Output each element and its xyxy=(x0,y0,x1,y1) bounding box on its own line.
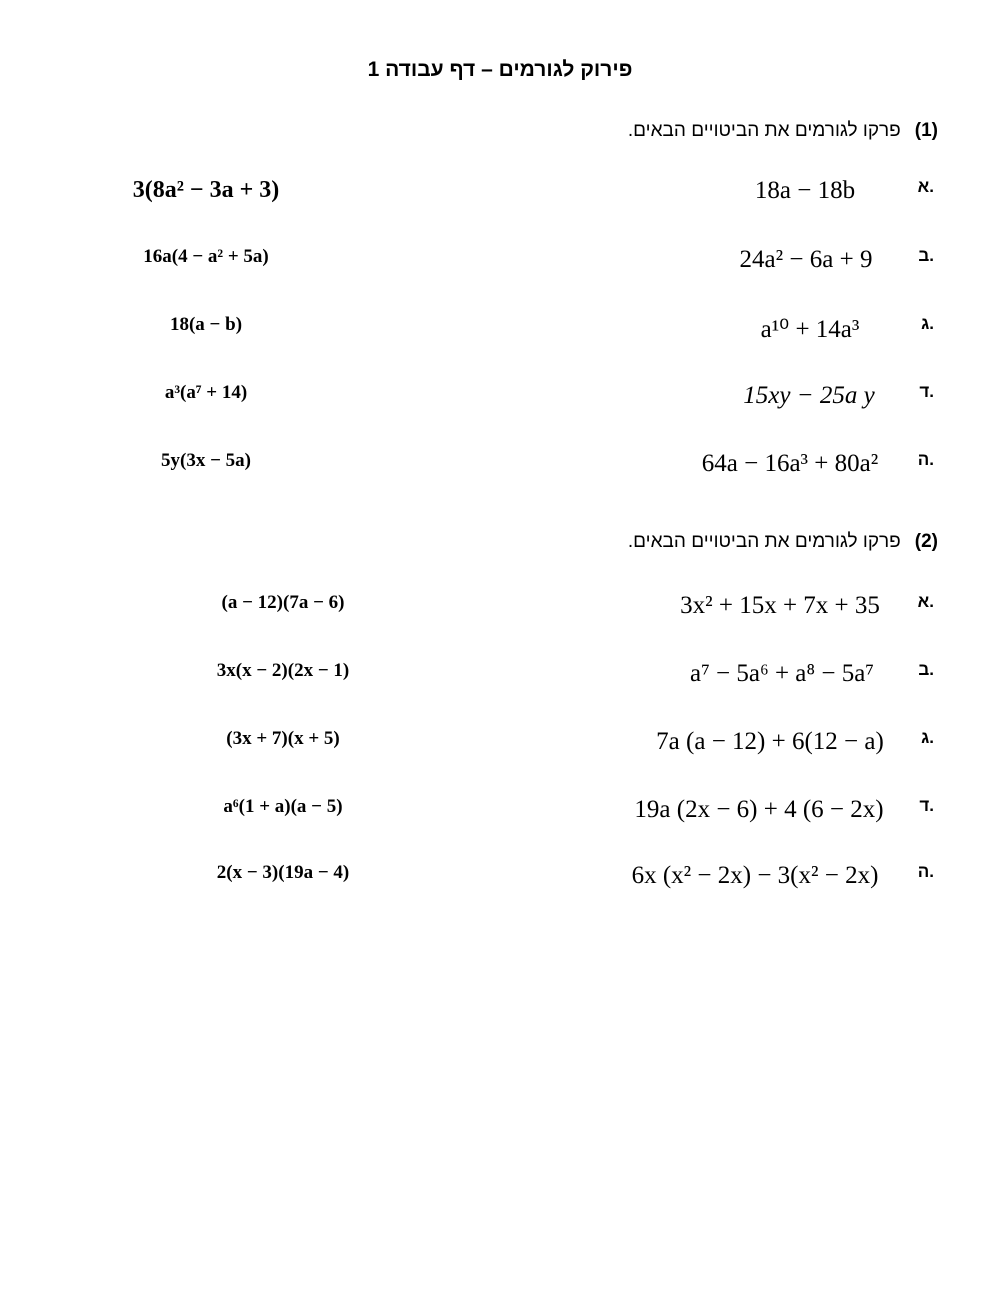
question-row xyxy=(0,314,1000,364)
answer: (3x + 7)(x + 5) xyxy=(226,728,340,749)
item-letter: ג. xyxy=(921,728,934,747)
section-2-number: (2) xyxy=(914,531,938,552)
question-row xyxy=(0,862,1000,912)
expression: 3x² + 15x + 7x + 35 xyxy=(680,592,880,619)
expression: 19a (2x − 6) + 4 (6 − 2x) xyxy=(634,796,884,823)
question-row xyxy=(0,246,1000,296)
item-letter: ג. xyxy=(921,314,934,333)
expression: 7a (a − 12) + 6(12 − a) xyxy=(656,728,884,755)
expression: a¹⁰ + 14a³ xyxy=(760,316,860,343)
question-row xyxy=(0,796,1000,846)
section-1-instruction: פרקו לגורמים את הביטויים הבאים. xyxy=(627,120,901,141)
item-letter: ד. xyxy=(919,796,934,815)
question-row xyxy=(0,382,1000,432)
answer: a³(a⁷ + 14) xyxy=(164,382,248,403)
answer: 3x(x − 2)(2x − 1) xyxy=(216,660,350,681)
item-letter: ד. xyxy=(919,382,934,401)
answer: 18(a − b) xyxy=(169,314,243,335)
answer: 5y(3x − 5a) xyxy=(161,450,251,471)
section-1-heading xyxy=(628,120,938,142)
question-row xyxy=(0,660,1000,710)
item-letter: ה. xyxy=(917,862,934,881)
item-letter: ה. xyxy=(917,450,934,469)
page-title: פירוק לגורמים – דף עבודה 1 xyxy=(367,58,633,81)
answer: a⁶(1 + a)(a − 5) xyxy=(223,796,343,817)
question-row xyxy=(0,177,1000,227)
expression: 64a − 16a³ + 80a² xyxy=(701,450,879,477)
question-row xyxy=(0,450,1000,500)
section-1-number: (1) xyxy=(914,120,938,141)
question-row xyxy=(0,728,1000,778)
answer: 2(x − 3)(19a − 4) xyxy=(216,862,350,883)
item-letter: ב. xyxy=(918,660,934,679)
expression: 24a² − 6a + 9 xyxy=(739,246,873,273)
expression: a⁷ − 5a⁶ + a⁸ − 5a⁷ xyxy=(689,660,875,687)
answer: 3(8a² − 3a + 3) xyxy=(132,177,280,203)
item-letter: א. xyxy=(917,177,934,196)
expression: 6x (x² − 2x) − 3(x² − 2x) xyxy=(631,862,879,889)
answer: (a − 12)(7a − 6) xyxy=(221,592,345,613)
item-letter: א. xyxy=(917,592,934,611)
section-2-instruction: פרקו לגורמים את הביטויים הבאים. xyxy=(627,531,901,552)
expression: 15xy − 25a y xyxy=(743,382,875,409)
section-2-heading xyxy=(628,531,938,553)
item-letter: ב. xyxy=(918,246,934,265)
expression: 18a − 18b xyxy=(754,177,856,204)
answer: 16a(4 − a² + 5a) xyxy=(143,246,269,267)
question-row xyxy=(0,592,1000,642)
